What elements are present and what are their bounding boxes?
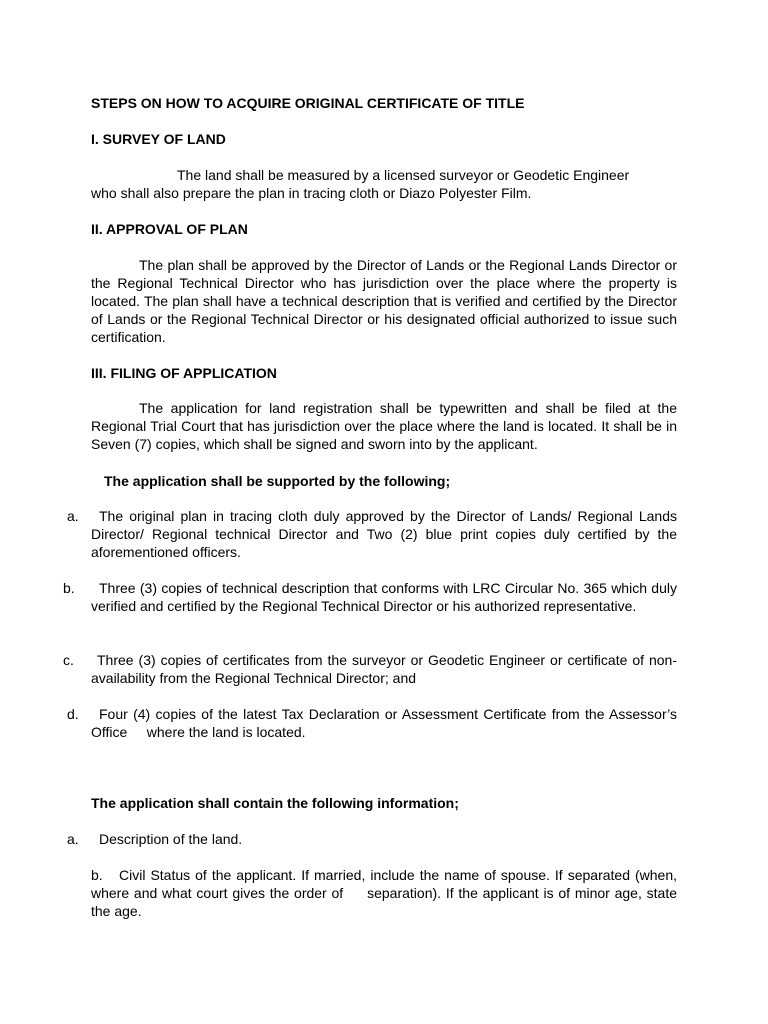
section-body-approval: The plan shall be approved by the Director of Lands or the Regional Lands Director or the Regional Technical Director who has jurisdiction over the place where the property is located. The plan shall have a technical description that is verified and certified by the Director of Lands or the Regional Technical Director or his designated official authorized to issue such certification. — [91, 257, 677, 345]
section-heading-survey: I. SURVEY OF LAND — [91, 131, 226, 147]
section-body-survey-line1: The land shall be measured by a licensed surveyor or Geodetic Engineer — [177, 167, 630, 183]
section-body-survey-line2: who shall also prepare the plan in tracing cloth or Diazo Polyester Film. — [91, 185, 532, 201]
list-item: The original plan in tracing cloth duly approved by the Director of Lands/ Regional Lands Director/ Regional technical Director and Two (2) blue print copies duly certified by the aforementioned officers. — [91, 508, 677, 560]
list-item-marker: a. — [67, 831, 79, 847]
list-item: Three (3) copies of certificates from the surveyor or Geodetic Engineer or certificate of non-availability from the Regional Technical Director; and — [91, 652, 677, 686]
list-item-marker: d. — [67, 706, 79, 722]
list-item: Civil Status of the applicant. If married, include the name of spouse. If separated (when, where and what court gives the order of separation). If the applicant is of minor age, state the age. — [91, 867, 681, 919]
section-body-filing: The application for land registration shall be typewritten and shall be filed at the Regional Trial Court that has jurisdiction over the place where the land is located. It shall be in Seven (7) copies, which shall be signed and sworn into by the applicant. — [91, 400, 677, 452]
contain-info-heading: The application shall contain the following information; — [91, 795, 459, 811]
section-heading-filing: III. FILING OF APPLICATION — [91, 365, 277, 381]
list-item-marker: b. — [91, 867, 103, 883]
list-item-marker: c. — [63, 652, 74, 668]
section-heading-approval: II. APPROVAL OF PLAN — [91, 221, 248, 237]
list-item-marker: a. — [67, 508, 79, 524]
list-item: Three (3) copies of technical description that conforms with LRC Circular No. 365 which duly verified and certified by the Regional Technical Director or his authorized representative. — [91, 580, 677, 614]
document-title: STEPS ON HOW TO ACQUIRE ORIGINAL CERTIFICATE OF TITLE — [91, 95, 525, 111]
list-item: Description of the land. — [99, 831, 243, 847]
list-item: Four (4) copies of the latest Tax Declaration or Assessment Certificate from the Assessor’s Office where the land is located. — [91, 706, 681, 740]
supported-by-heading: The application shall be supported by the following; — [104, 473, 451, 489]
list-item-marker: b. — [63, 580, 75, 596]
